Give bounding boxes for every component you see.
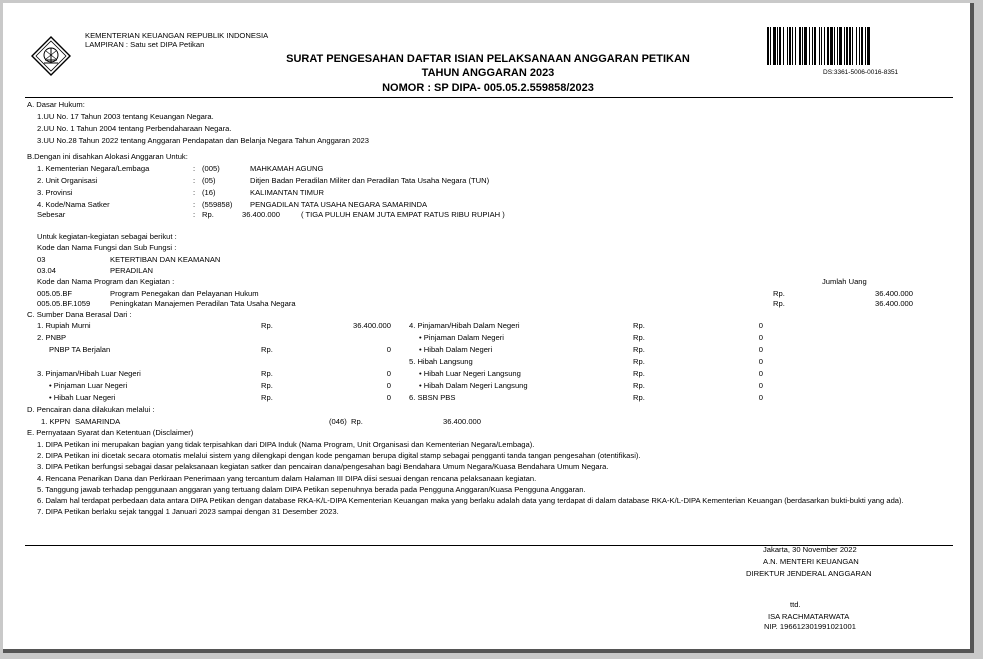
allocation-colon: : <box>193 200 196 209</box>
disclaimer-item: 5. Tanggung jawab terhadap penggunaan anggaran yang tertuang dalam DIPA Petikan sepenuhnya berada pada Pengguna Anggaran/Kuasa Pengguna Anggaran. <box>37 485 586 494</box>
fund-source-label: • Hibah Dalam Negeri Langsung <box>419 381 528 390</box>
fungsi-code: 03 <box>37 255 46 264</box>
fund-source-currency: Rp. <box>633 393 645 402</box>
sebesar-colon: : <box>193 210 196 219</box>
section-c-heading: C. Sumber Dana Berasal Dari : <box>27 310 132 319</box>
barcode-bar <box>804 27 807 65</box>
fund-source-amount: 0 <box>386 345 391 354</box>
barcode-icon <box>767 27 917 65</box>
fund-source-amount: 0 <box>758 393 763 402</box>
barcode-bar <box>824 27 825 65</box>
fund-source-amount: 0 <box>758 321 763 330</box>
barcode-bar <box>809 27 810 65</box>
barcode-bar <box>846 27 848 65</box>
fund-source-label: • Hibah Dalam Negeri <box>419 345 493 354</box>
disclaimer-item: 7. DIPA Petikan berlaku sejak tanggal 1 Januari 2023 sampai dengan 31 Desember 2023. <box>37 507 339 516</box>
barcode-bar <box>814 27 816 65</box>
fungsi-heading: Kode dan Nama Fungsi dan Sub Fungsi : <box>37 243 177 252</box>
allocation-value: MAHKAMAH AGUNG <box>250 164 324 173</box>
document-number: NOMOR : SP DIPA- 005.05.2.559858/2023 <box>382 82 594 94</box>
section-e-heading: E. Pernyataan Syarat dan Ketentuan (Disclaimer) <box>27 428 194 437</box>
fund-source-label: • Pinjaman Luar Negeri <box>49 381 128 390</box>
kppn-name: SAMARINDA <box>75 417 121 426</box>
program-heading: Kode dan Nama Program dan Kegiatan : <box>37 277 175 286</box>
fund-source-currency: Rp. <box>633 357 645 366</box>
program-amount: 36.400.000 <box>874 289 913 298</box>
barcode-bar <box>773 27 776 65</box>
sebesar-label: Sebesar <box>37 210 66 219</box>
barcode-bar <box>777 27 778 65</box>
barcode-bar <box>779 27 781 65</box>
legal-basis-item: 1.UU No. 17 Tahun 2003 tentang Keuangan Negara. <box>37 112 214 121</box>
fund-source-amount: 0 <box>758 357 763 366</box>
barcode-bar <box>792 27 793 65</box>
barcode-bar <box>789 27 791 65</box>
program-currency: Rp. <box>773 299 785 308</box>
fiscal-year-title: TAHUN ANGGARAN 2023 <box>421 67 555 79</box>
signatory-nip: NIP. 196612301991021001 <box>764 622 856 631</box>
barcode-code: DS:3361-5006-0016-8351 <box>823 69 899 76</box>
section-a-heading: A. Dasar Hukum: <box>27 100 85 109</box>
legal-basis-item: 3.UU No.28 Tahun 2022 tentang Anggaran Pendapatan dan Belanja Negara Tahun Anggaran 2023 <box>37 136 370 145</box>
program-code: 005.05.BF <box>37 289 73 298</box>
barcode-bar <box>839 27 842 65</box>
allocation-colon: : <box>193 176 196 185</box>
allocation-value: PENGADILAN TATA USAHA NEGARA SAMARINDA <box>250 200 428 209</box>
allocation-label: 3. Provinsi <box>37 188 73 197</box>
document-page <box>3 3 974 653</box>
attachment-note: LAMPIRAN : Satu set DIPA Petikan <box>85 40 205 49</box>
program-name: Program Penegakan dan Pelayanan Hukum <box>110 289 259 298</box>
allocation-code: (16) <box>202 188 216 197</box>
barcode-bar <box>861 27 863 65</box>
allocation-label: 4. Kode/Nama Satker <box>37 200 110 209</box>
fund-source-label: 5. Hibah Langsung <box>409 357 473 366</box>
fund-source-amount: 0 <box>758 381 763 390</box>
fund-source-amount: 0 <box>386 381 391 390</box>
fund-source-amount: 0 <box>758 345 763 354</box>
fund-source-amount: 0 <box>386 369 391 378</box>
fund-source-label: 6. SBSN PBS <box>409 393 456 402</box>
program-currency: Rp. <box>773 289 785 298</box>
fund-source-currency: Rp. <box>633 345 645 354</box>
allocation-code: (005) <box>202 164 220 173</box>
sebesar-words: ( TIGA PULUH ENAM JUTA EMPAT RATUS RIBU RUPIAH ) <box>301 210 505 219</box>
barcode-bar <box>770 27 771 65</box>
barcode-bar <box>865 27 866 65</box>
fund-source-currency: Rp. <box>633 321 645 330</box>
allocation-code: (05) <box>202 176 216 185</box>
disclaimer-item: 3. DIPA Petikan berfungsi sebagai dasar pelaksanaan kegiatan satker dan pencairan dana/pengesahan bagi Bendahara Umum Negara/Kuasa Bendahara Umum Negara. <box>37 462 609 471</box>
section-d-heading: D. Pencairan dana dilakukan melalui : <box>27 405 155 414</box>
barcode-bar <box>812 27 813 65</box>
fund-source-currency: Rp. <box>261 381 273 390</box>
kppn-label: 1. KPPN <box>41 417 71 426</box>
fund-source-currency: Rp. <box>633 369 645 378</box>
fungsi-name: KETERTIBAN DAN KEAMANAN <box>110 255 221 264</box>
barcode-bar <box>834 27 835 65</box>
fund-source-currency: Rp. <box>261 369 273 378</box>
jumlah-uang-label: Jumlah Uang <box>822 277 867 286</box>
sebesar-currency: Rp. <box>202 210 214 219</box>
fund-source-label: • Hibah Luar Negeri <box>49 393 116 402</box>
barcode-bar <box>844 27 845 65</box>
kppn-amount: 36.400.000 <box>442 417 481 426</box>
program-amount: 36.400.000 <box>874 299 913 308</box>
place-date: Jakarta, 30 November 2022 <box>763 545 857 554</box>
fund-source-currency: Rp. <box>261 393 273 402</box>
barcode-bar <box>859 27 860 65</box>
fund-source-currency: Rp. <box>261 321 273 330</box>
barcode-bar <box>852 27 853 65</box>
barcode-bar <box>787 27 788 65</box>
allocation-colon: : <box>193 164 196 173</box>
kegiatan-intro: Untuk kegiatan-kegiatan sebagai berikut : <box>37 232 177 241</box>
on-behalf: A.N. MENTERI KEUANGAN <box>763 557 859 566</box>
program-code: 005.05.BF.1059 <box>37 299 91 308</box>
allocation-label: 2. Unit Organisasi <box>37 176 98 185</box>
disclaimer-item: 1. DIPA Petikan ini merupakan bagian yang tidak terpisahkan dari DIPA Induk (Nama Program, Unit Organisasi dan Kementerian Negara/Lembaga). <box>37 440 535 449</box>
disclaimer-item: 2. DIPA Petikan ini dicetak secara otomatis melalui sistem yang dilengkapi dengan kode pengaman berupa digital stamp sebagai pengganti tanda tangan pengesahan (otentifikasi). <box>37 451 641 460</box>
section-b-heading: B.Dengan ini disahkan Alokasi Anggaran Untuk: <box>27 152 188 161</box>
fund-source-amount: 0 <box>758 333 763 342</box>
allocation-value: Ditjen Badan Peradilan Militer dan Peradilan Tata Usaha Negara (TUN) <box>250 176 490 185</box>
disclaimer-item: 4. Rencana Penarikan Dana dan Perkiraan Penerimaan yang tercantum dalam Halaman III DIPA diisi sesuai dengan rencana pelaksanaan kegiatan. <box>37 474 537 483</box>
allocation-value: KALIMANTAN TIMUR <box>250 188 324 197</box>
barcode-bar <box>867 27 870 65</box>
kppn-code: (046) <box>329 417 347 426</box>
program-name: Peningkatan Manajemen Peradilan Tata Usaha Negara <box>110 299 296 308</box>
document-title: SURAT PENGESAHAN DAFTAR ISIAN PELAKSANAAN ANGGARAN PETIKAN <box>286 53 690 65</box>
allocation-colon: : <box>193 188 196 197</box>
signature-ttd: ttd. <box>790 600 801 609</box>
fungsi-name: PERADILAN <box>110 266 154 275</box>
barcode-bar <box>767 27 769 65</box>
barcode-bar <box>783 27 784 65</box>
fund-source-label: • Pinjaman Dalam Negeri <box>419 333 504 342</box>
barcode-bar <box>849 27 851 65</box>
ministry-name: KEMENTERIAN KEUANGAN REPUBLIK INDONESIA <box>85 31 269 40</box>
barcode-bar <box>830 27 833 65</box>
fund-source-label: 4. Pinjaman/Hibah Dalam Negeri <box>409 321 520 330</box>
barcode-bar <box>819 27 820 65</box>
fund-source-label: • Hibah Luar Negeri Langsung <box>419 369 521 378</box>
barcode-bar <box>821 27 822 65</box>
barcode-bar <box>827 27 829 65</box>
fund-source-currency: Rp. <box>261 345 273 354</box>
disclaimer-item: 6. Dalam hal terdapat perbedaan data antara DIPA Petikan dengan database RKA-K/L-DIPA Kementerian Keuangan maka yang berlaku adalah data yang terdapat di dalam database RKA-K/L-DIPA Kementerian Keuangan (berdasarkan bukti-bukti yang ada). <box>37 496 904 505</box>
kppn-currency: Rp. <box>351 417 363 426</box>
barcode-bar <box>795 27 796 65</box>
signatory-name: ISA RACHMATARWATA <box>768 612 850 621</box>
barcode-bar <box>802 27 803 65</box>
fund-source-amount: 36.400.000 <box>352 321 391 330</box>
header-divider <box>25 97 953 98</box>
fund-source-label: 3. Pinjaman/Hibah Luar Negeri <box>37 369 141 378</box>
fund-source-label: PNBP TA Berjalan <box>49 345 111 354</box>
fund-source-amount: 0 <box>386 393 391 402</box>
fund-source-label: 1. Rupiah Murni <box>37 321 91 330</box>
fund-source-currency: Rp. <box>633 381 645 390</box>
fund-source-currency: Rp. <box>633 333 645 342</box>
barcode-bar <box>799 27 801 65</box>
signatory-position: DIREKTUR JENDERAL ANGGARAN <box>746 569 872 578</box>
allocation-label: 1. Kementerian Negara/Lembaga <box>37 164 150 173</box>
sebesar-amount: 36.400.000 <box>241 210 280 219</box>
ministry-seal-icon <box>31 36 71 76</box>
fungsi-code: 03.04 <box>37 266 57 275</box>
allocation-code: (559858) <box>202 200 233 209</box>
barcode-bar <box>837 27 838 65</box>
legal-basis-item: 2.UU No. 1 Tahun 2004 tentang Perbendaharaan Negara. <box>37 124 232 133</box>
barcode-bar <box>856 27 857 65</box>
fund-source-label: 2. PNBP <box>37 333 67 342</box>
fund-source-amount: 0 <box>758 369 763 378</box>
